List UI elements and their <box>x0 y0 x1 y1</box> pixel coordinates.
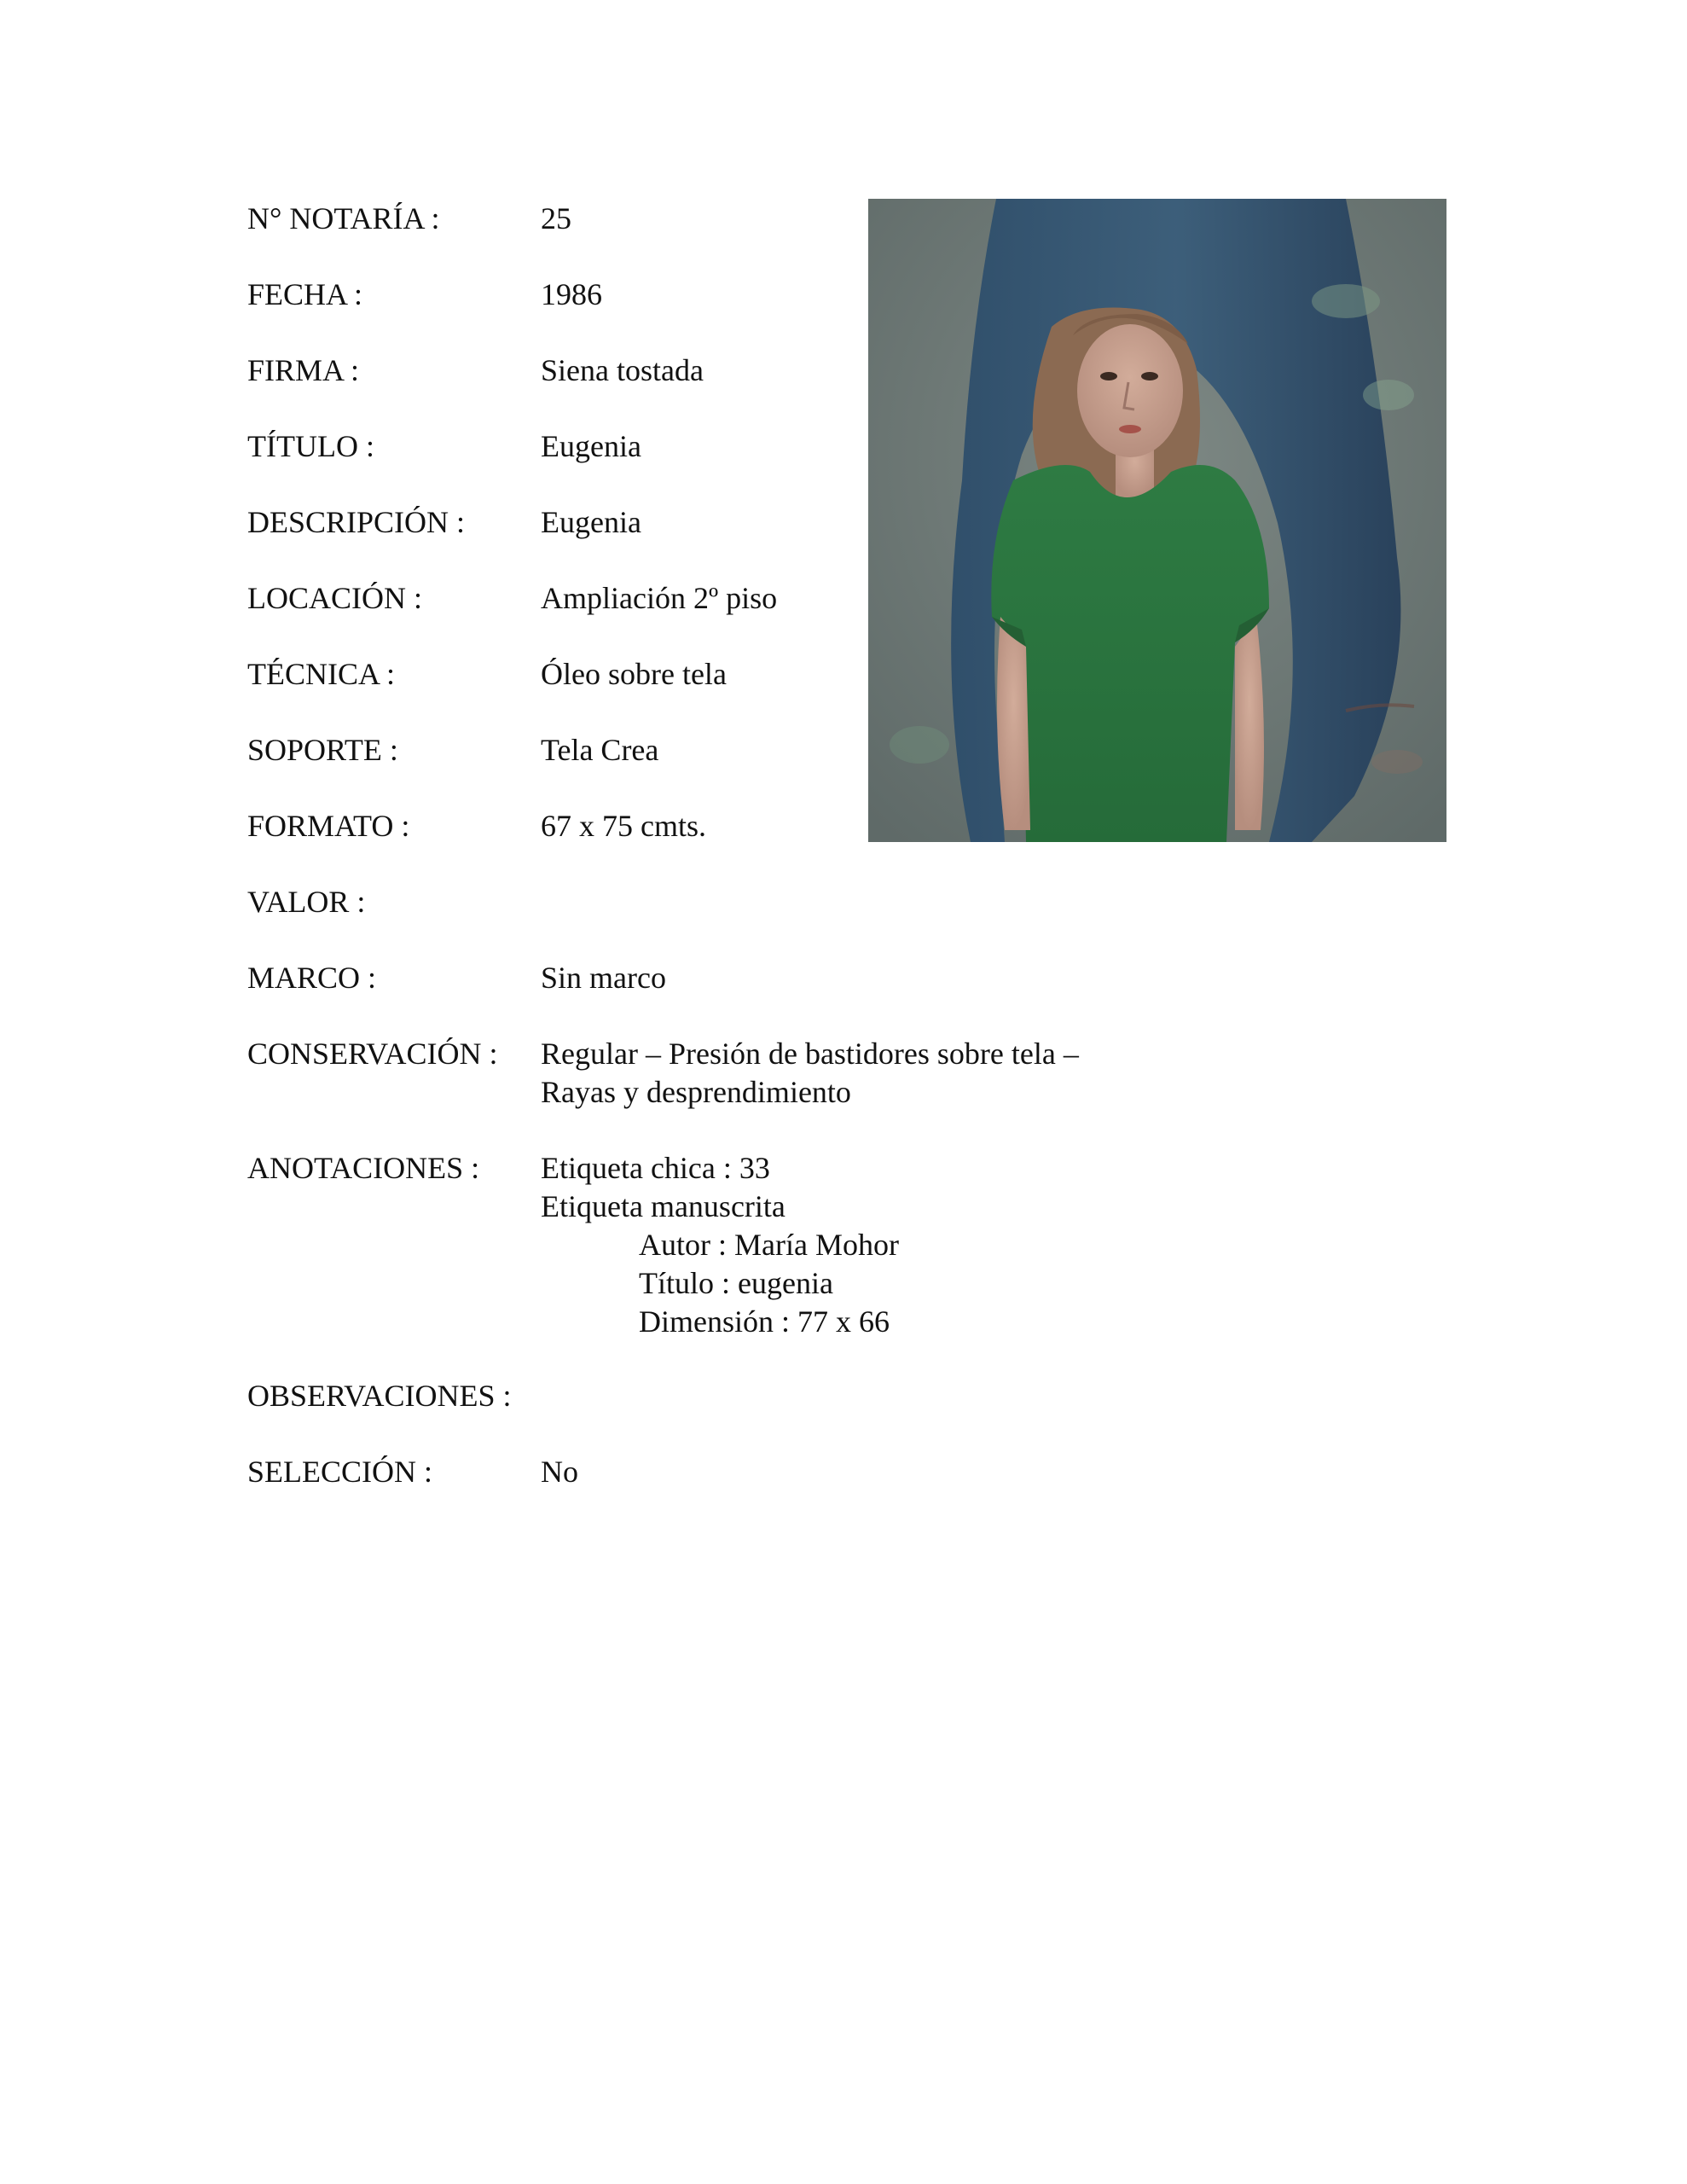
value-marco: Sin marco <box>541 961 666 995</box>
label-descripcion: DESCRIPCIÓN : <box>247 505 466 539</box>
value-notaria: 25 <box>541 201 571 235</box>
anotaciones-line: Etiqueta manuscrita <box>541 1189 786 1223</box>
value-formato: 67 x 75 cmts. <box>541 809 706 843</box>
anotaciones-line: Etiqueta chica : 33 <box>541 1151 770 1185</box>
label-firma: FIRMA : <box>247 353 360 387</box>
value-fecha: 1986 <box>541 277 602 311</box>
label-formato: FORMATO : <box>247 809 410 843</box>
label-valor: VALOR : <box>247 885 366 919</box>
painting-photo <box>868 199 1446 842</box>
label-titulo: TÍTULO : <box>247 429 374 463</box>
value-seleccion: No <box>541 1455 578 1489</box>
anotaciones-subline: Título : eugenia <box>639 1266 833 1300</box>
label-marco: MARCO : <box>247 961 377 995</box>
label-notaria: N° NOTARÍA : <box>247 201 440 235</box>
value-anotaciones <box>541 1149 899 1341</box>
value-descripcion: Eugenia <box>541 505 641 539</box>
value-tecnica: Óleo sobre tela <box>541 657 727 691</box>
value-soporte: Tela Crea <box>541 733 659 767</box>
value-locacion: Ampliación 2º piso <box>541 581 778 615</box>
label-fecha: FECHA : <box>247 277 363 311</box>
conservacion-line: Rayas y desprendimiento <box>541 1075 851 1109</box>
painting-image <box>868 199 1446 842</box>
label-tecnica: TÉCNICA : <box>247 657 396 691</box>
label-locacion: LOCACIÓN : <box>247 581 422 615</box>
anotaciones-subline: Autor : María Mohor <box>639 1228 899 1262</box>
label-seleccion: SELECCIÓN : <box>247 1455 433 1489</box>
label-anotaciones: ANOTACIONES : <box>247 1151 480 1185</box>
label-conservacion: CONSERVACIÓN : <box>247 1037 498 1071</box>
value-firma: Siena tostada <box>541 353 704 387</box>
value-conservacion <box>541 1035 1079 1112</box>
label-soporte: SOPORTE : <box>247 733 398 767</box>
value-titulo: Eugenia <box>541 429 641 463</box>
label-observaciones: OBSERVACIONES : <box>247 1379 512 1413</box>
conservacion-line: Regular – Presión de bastidores sobre tela – <box>541 1037 1079 1071</box>
anotaciones-subline: Dimensión : 77 x 66 <box>639 1304 890 1339</box>
